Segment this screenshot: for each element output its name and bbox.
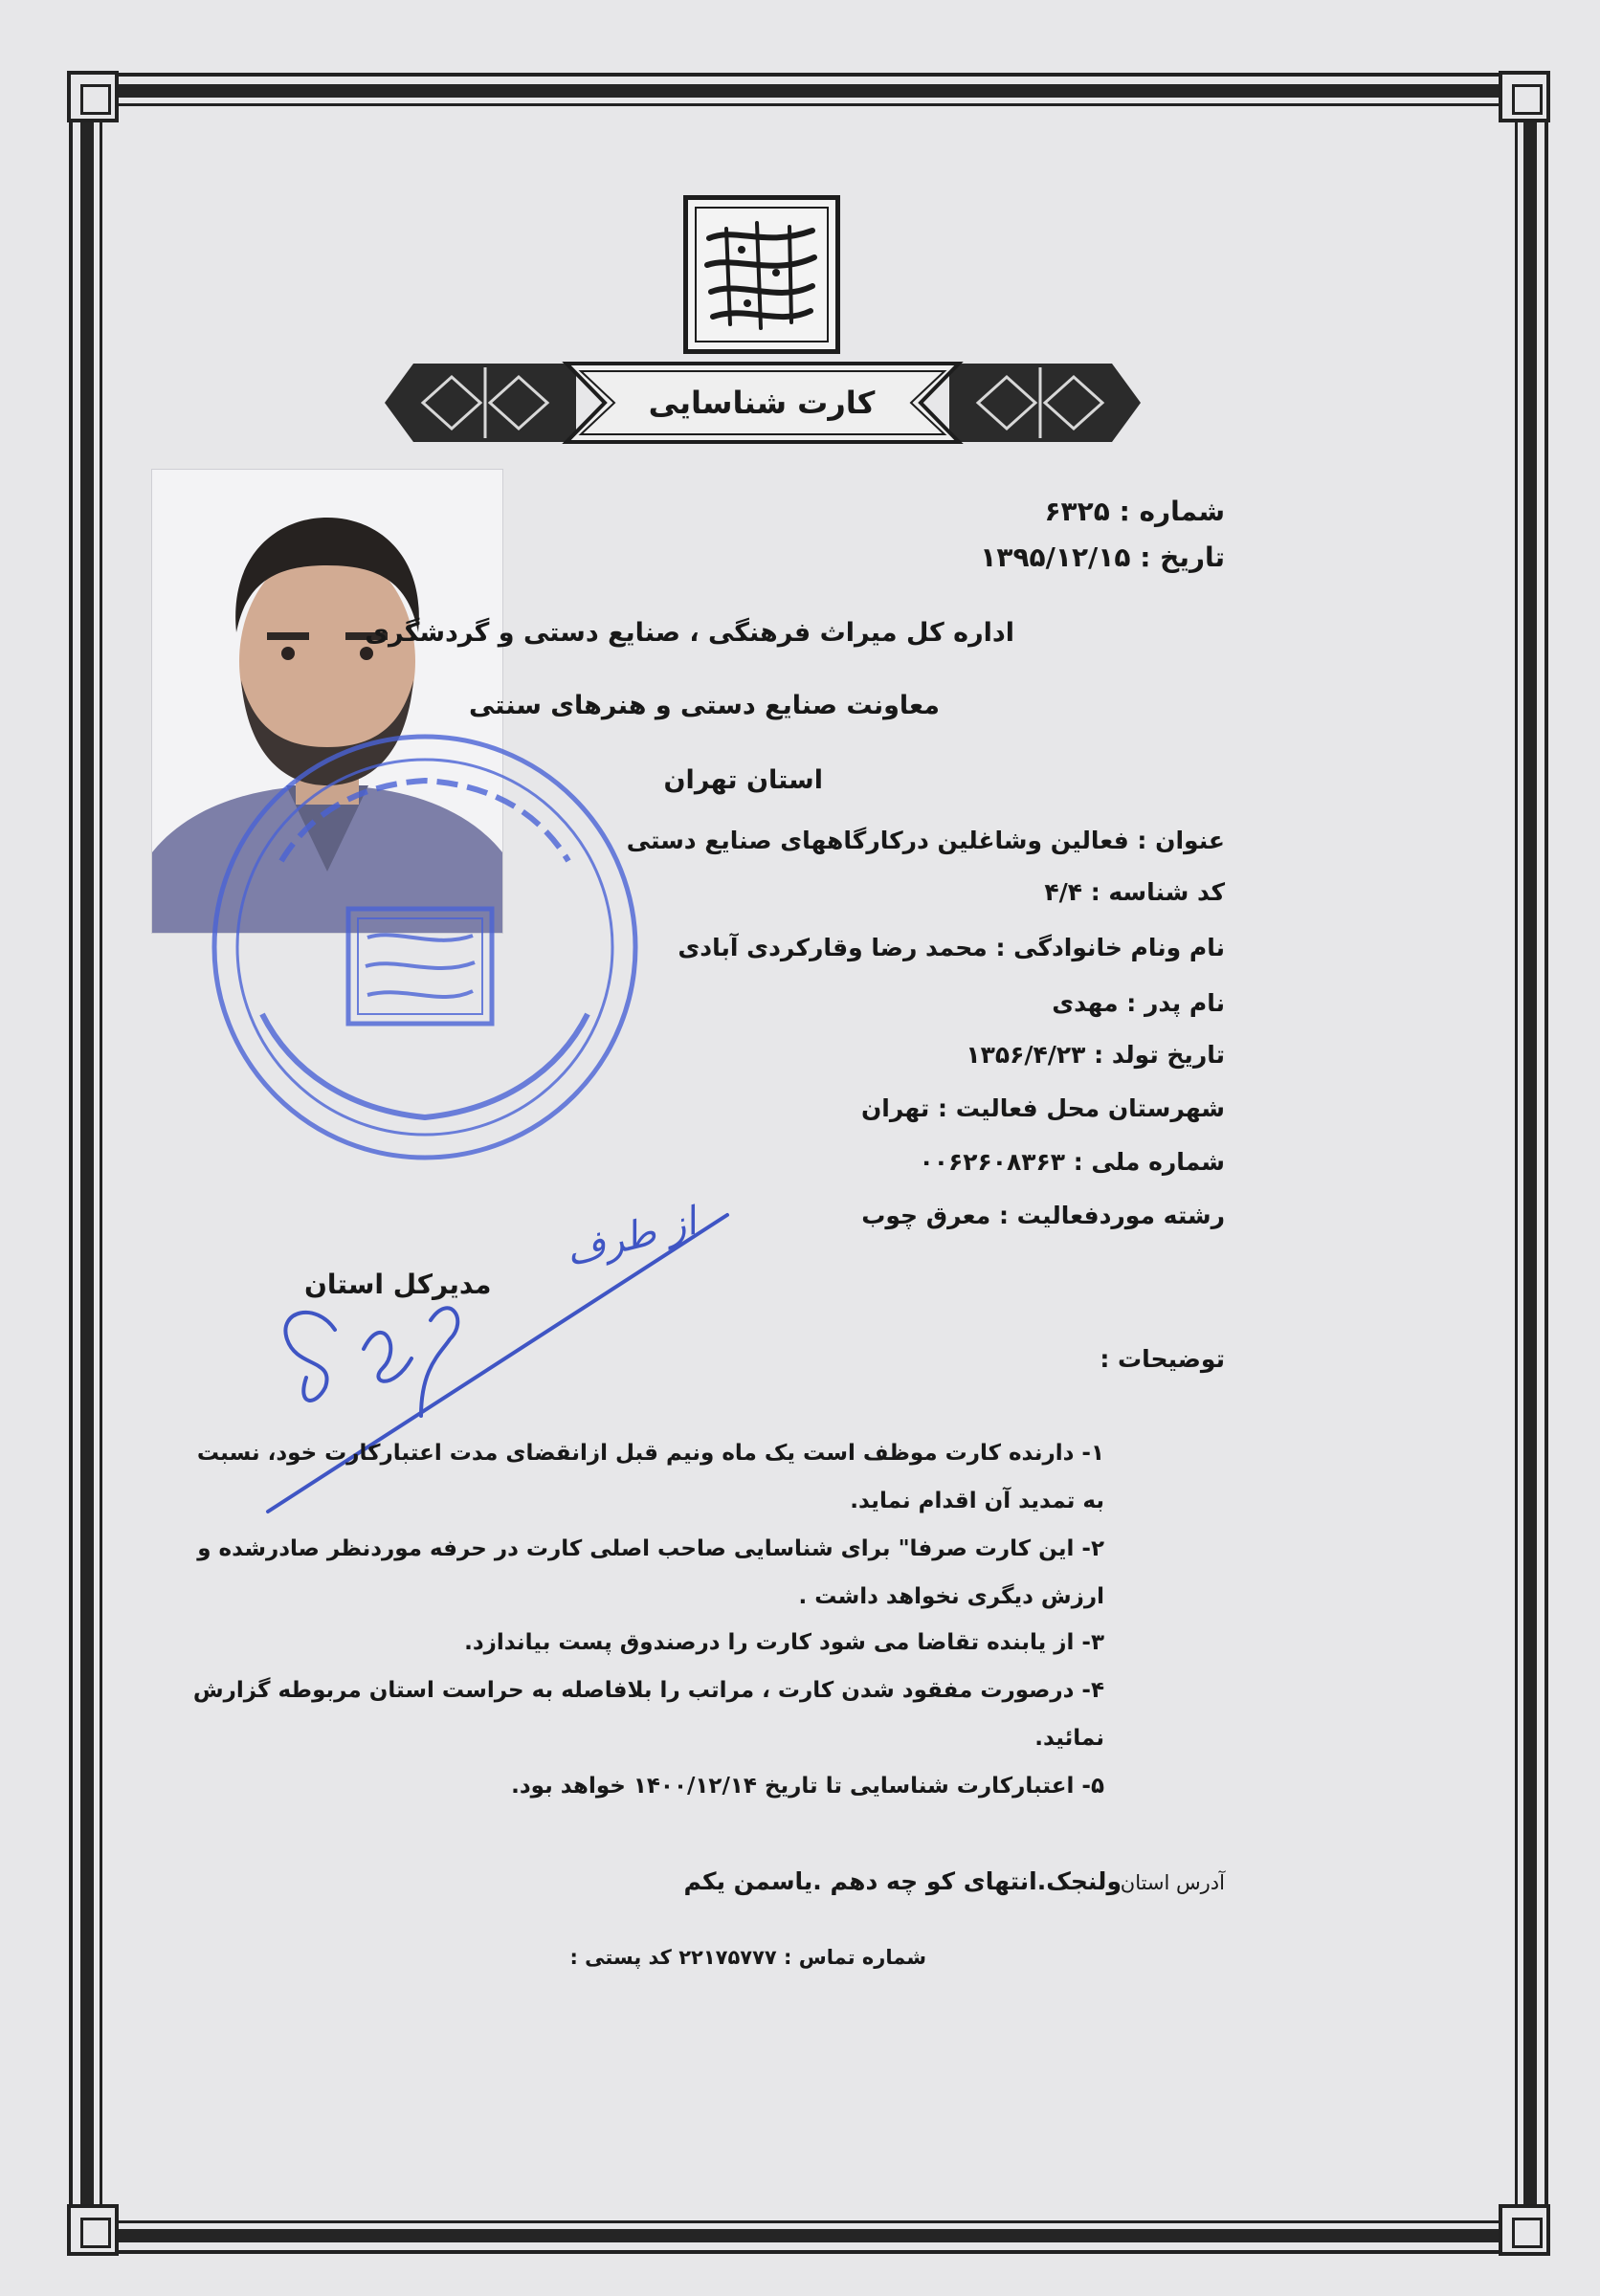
issuer-line-3: استان تهران [663,765,823,795]
official-stamp [205,727,645,1167]
corner-ornament-bottom-left [67,2204,119,2256]
note-line: نمائید. [1034,1726,1104,1751]
signature-handwriting: از طرف [561,1199,701,1275]
note-line: به تمدید آن اقدام نماید. [850,1489,1104,1513]
field-title: عنوان : فعالین وشاغلین درکارگاههای صنایع دستی [626,827,1225,854]
field-id-code: کد شناسه : ۴/۴ [1044,878,1225,906]
field-father-name: نام پدر : مهدی [1052,989,1225,1017]
field-activity: رشته موردفعالیت : معرق چوب [861,1202,1225,1229]
issuer-line-2: معاونت صنایع دستی و هنرهای سنتی [468,691,940,720]
logo-text [688,200,689,201]
stamp-text [0,0,1,1]
note-line: ۱- دارنده کارت موظف است یک ماه ونیم قبل ازانقضای مدت اعتبارکارت خود، نسبت [196,1441,1104,1466]
calligraphy-logo-icon [698,210,826,340]
signatory-role: مدیرکل استان [304,1269,492,1300]
note-line: ۵- اعتبارکارت شناسایی تا تاریخ ۱۴۰۰/۱۲/۱۴ خواهد بود. [511,1774,1104,1799]
organization-logo [683,195,840,354]
note-line: ارزش دیگری نخواهد داشت . [798,1584,1104,1609]
corner-ornament-top-right [1499,71,1550,122]
field-full-name: نام ونام خانوادگی : محمد رضا وقارکردی آبادی [678,934,1225,961]
field-city: شهرستان محل فعالیت : تهران [860,1094,1225,1122]
note-line: ۳- از یابنده تقاضا می شود کارت را درصندوق پست بیاندازد. [464,1630,1104,1655]
note-line: ۲- این کارت صرفا" برای شناسایی صاحب اصلی کارت در حرفه موردنظر صادرشده و [197,1536,1104,1561]
notes-heading: توضیحات : [1100,1345,1225,1373]
corner-ornament-bottom-right [1499,2204,1550,2256]
note-line: ۴- درصورت مفقود شدن کارت ، مراتب را بلافاصله به حراست استان مربوطه گزارش [192,1678,1104,1703]
contact-phone: شماره تماس : ۲۲۱۷۵۷۷۷ کد پستی : [569,1946,926,1969]
address-value: ولنجک.انتهای کو چه دهم .یاسمن یکم [683,1867,1122,1895]
corner-ornament-top-left [67,71,119,122]
card-title: کارت شناسایی [648,385,876,421]
address-label: آدرس استان [1120,1871,1225,1894]
issue-date: تاریخ : ۱۳۹۵/۱۲/۱۵ [980,541,1225,573]
card-number: شماره : ۶۳۲۵ [1044,496,1225,527]
field-national-id: شماره ملی : ۰۰۶۲۶۰۸۳۶۳ [919,1148,1225,1176]
issuer-line-1: اداره کل میراث فرهنگی ، صنایع دستی و گردشگری [365,618,1014,648]
field-birth-date: تاریخ تولد : ۱۳۵۶/۴/۲۳ [966,1041,1225,1069]
handwritten-signature [258,1186,756,1531]
